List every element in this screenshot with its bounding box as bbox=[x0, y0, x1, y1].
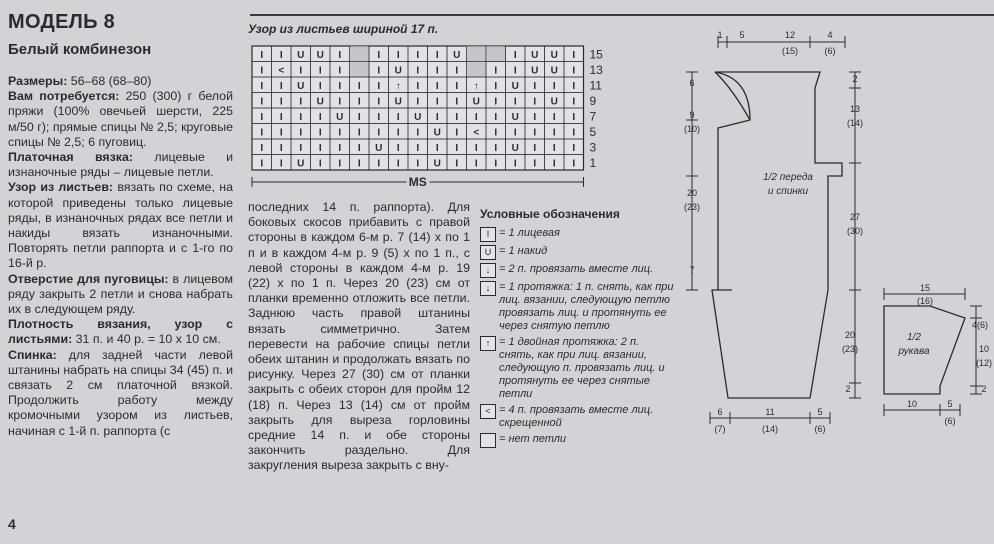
chart-stitch-symbol: I bbox=[338, 143, 342, 154]
chart-stitch-symbol: I bbox=[572, 50, 576, 61]
sleeve-dim-top-2: (16) bbox=[916, 296, 934, 306]
instruction-paragraph bbox=[8, 348, 233, 439]
sleeve-schematic bbox=[870, 282, 994, 432]
chart-stitch-symbol: I bbox=[513, 50, 517, 61]
body-label-2: и спинки bbox=[767, 186, 809, 197]
chart-stitch-symbol: I bbox=[455, 65, 459, 77]
legend-symbol-icon: ↑ bbox=[480, 336, 496, 351]
chart-stitch-symbol: I bbox=[279, 81, 283, 92]
legend-text: = 2 п. провязать вместе лиц. bbox=[499, 263, 654, 275]
chart-stitch-symbol: I bbox=[572, 143, 576, 154]
chart-stitch-symbol: I bbox=[416, 158, 420, 170]
legend-item bbox=[480, 263, 675, 278]
instruction-heading: Размеры: bbox=[8, 74, 68, 88]
chart-stitch-symbol: I bbox=[474, 158, 478, 170]
chart-stitch-symbol: I bbox=[552, 143, 556, 154]
chart-stitch-symbol: I bbox=[435, 143, 439, 154]
chart-stitch-symbol: I bbox=[377, 158, 381, 170]
legend-symbol-icon: < bbox=[480, 404, 496, 419]
legend-text: = 1 двойная протяжка: 2 п. снять, как при лиц. вязании, следующую п. провязать лиц. и протянуть ее через снятые петли bbox=[499, 336, 665, 400]
dim-left-2: 9 bbox=[689, 110, 695, 120]
dim-top-1: 1 bbox=[717, 30, 723, 40]
chart-stitch-symbol: I bbox=[572, 127, 576, 139]
chart-row-label: 9 bbox=[589, 94, 597, 108]
dim-right-5: (30) bbox=[846, 226, 864, 236]
sleeve-dim-top-1: 15 bbox=[919, 283, 931, 293]
chart-stitch-symbol: I bbox=[260, 143, 264, 154]
legend-symbol-icon: ↓ bbox=[480, 263, 496, 278]
chart-stitch-symbol: I bbox=[338, 158, 342, 170]
instruction-text: в лицевом ряду закрыть 2 петли и снова набрать их в следующем ряду. bbox=[8, 271, 233, 317]
chart-row-label: 1 bbox=[589, 156, 597, 170]
dim-left-4: 20 bbox=[686, 188, 698, 198]
chart-stitch-symbol: U bbox=[511, 112, 519, 123]
chart-stitch-symbol: I bbox=[416, 81, 420, 92]
chart-stitch-symbol: I bbox=[279, 112, 283, 123]
chart-stitch-symbol: I bbox=[338, 50, 342, 61]
chart-row-label: 3 bbox=[589, 140, 597, 155]
chart-stitch-symbol: I bbox=[318, 127, 322, 139]
chart-stitch-symbol: I bbox=[455, 112, 459, 123]
instruction-heading: Узор из листьев: bbox=[8, 180, 114, 195]
page-number: 4 bbox=[8, 516, 16, 532]
chart-stitch-symbol: I bbox=[279, 158, 283, 170]
chart-stitch-symbol: U bbox=[433, 127, 441, 139]
dim-bottom-6: (6) bbox=[814, 424, 826, 434]
dim-top-2: 5 bbox=[739, 30, 745, 40]
chart-stitch-symbol: U bbox=[414, 112, 422, 123]
instruction-heading: Плотность вязания, узор с листьями: bbox=[8, 317, 233, 347]
chart-stitch-symbol: I bbox=[338, 81, 342, 92]
chart-stitch-symbol: I bbox=[435, 96, 439, 108]
chart-stitch-symbol: I bbox=[416, 143, 420, 154]
chart-stitch-symbol: I bbox=[513, 158, 517, 170]
chart-stitch-symbol: I bbox=[572, 158, 576, 170]
chart-stitch-symbol: I bbox=[357, 81, 361, 92]
left-column bbox=[8, 10, 233, 439]
chart-stitch-symbol: U bbox=[316, 96, 324, 108]
legend-items bbox=[480, 227, 675, 448]
chart-stitch-symbol: I bbox=[552, 158, 556, 170]
chart-stitch-symbol: U bbox=[550, 50, 558, 61]
chart-stitch-symbol: I bbox=[494, 96, 498, 108]
chart-stitch-symbol: I bbox=[416, 50, 420, 61]
sleeve-dim-right-3: (12) bbox=[975, 358, 993, 368]
continuation-text: последних 14 п. раппорта). Для боковых скосов прибавить с правой стороны в каждом 6-м р. 7 (14) х по 1 п и в каждом 4-м р. 9 (5) х по 1 п., с левой стороны в каждом 4-м р. 19 (22) х по 1 п. Через 20 (23) см от планки временно отложить все петли. Заднюю часть правой штанины вязать симметрично. Затем перевести на рабочие спицы петли обеих штанин и продолжать вязать по рисунку. Через 27 (30) см от планки закрыть с обеих сторон для пройм 12 (18) п. Через 13 (14) см от пройм закрыть для выреза горловины средние 14 п. и обе стороны закончить раздельно. Для закругления выреза закрыть с вну- bbox=[248, 200, 470, 473]
chart-stitch-symbol: I bbox=[533, 81, 537, 92]
legend-item bbox=[480, 281, 675, 333]
chart-stitch-symbol: I bbox=[338, 96, 342, 108]
chart-stitch-symbol: I bbox=[377, 127, 381, 139]
chart-stitch-symbol: U bbox=[550, 65, 558, 77]
chart-stitch-symbol: I bbox=[533, 112, 537, 123]
chart-stitch-symbol: U bbox=[511, 143, 519, 154]
chart-stitch-symbol: I bbox=[279, 50, 283, 61]
sleeve-dim-bottom-3: (6) bbox=[944, 416, 956, 426]
sleeve-dim-right-1: 4(6) bbox=[971, 320, 989, 330]
chart-stitch-symbol: I bbox=[572, 81, 576, 92]
chart-stitch-symbol: I bbox=[357, 127, 361, 139]
chart-stitch-symbol: I bbox=[279, 143, 283, 154]
chart-stitch-symbol: I bbox=[377, 65, 381, 77]
chart-stitch-symbol: I bbox=[299, 112, 303, 123]
legend-title: Условные обозначения bbox=[480, 207, 620, 221]
chart-stitch-symbol: I bbox=[533, 96, 537, 108]
chart-stitch-symbol: I bbox=[260, 65, 264, 77]
chart-stitch-symbol: I bbox=[513, 96, 517, 108]
chart-stitch-symbol: U bbox=[297, 81, 305, 92]
chart-stitch-symbol: I bbox=[260, 127, 264, 139]
body-schematic bbox=[670, 28, 870, 448]
chart-stitch-symbol: I bbox=[455, 81, 459, 92]
instructions-list bbox=[8, 74, 233, 439]
chart-stitch-symbol: I bbox=[494, 143, 498, 154]
chart-stitch-symbol: I bbox=[318, 81, 322, 92]
chart-stitch-symbol: I bbox=[494, 158, 498, 170]
instruction-heading: Отверстие для пуговицы: bbox=[8, 271, 169, 286]
chart-stitch-symbol: I bbox=[455, 158, 459, 170]
chart-stitch-symbol: U bbox=[375, 143, 383, 154]
chart-stitch-symbol: < bbox=[278, 65, 285, 77]
legend-item bbox=[480, 245, 675, 260]
instruction-paragraph bbox=[8, 74, 233, 89]
chart-stitch-symbol: I bbox=[572, 65, 576, 77]
chart-stitch-symbol: I bbox=[494, 65, 498, 77]
chart-stitch-symbol: I bbox=[260, 112, 264, 123]
chart-stitch-symbol: I bbox=[572, 112, 576, 123]
dim-top-6: (6) bbox=[824, 46, 836, 56]
chart-stitch-symbol: I bbox=[338, 65, 342, 77]
chart-stitch-symbol: U bbox=[472, 96, 480, 108]
instruction-paragraph bbox=[8, 272, 233, 318]
chart-stitch-symbol: I bbox=[494, 81, 498, 92]
sleeve-label-1: 1/2 bbox=[907, 332, 921, 343]
instruction-text: 250 (300) г белой пряжи (100% овечьей шерсти, 225 м/50 г); прямые спицы № 2,5; круговые спицы № 2,5; 6 пуговиц. bbox=[8, 89, 233, 149]
chart-stitch-symbol: I bbox=[260, 50, 264, 61]
chart-stitch-symbol: U bbox=[394, 65, 402, 77]
dim-bottom-2: (7) bbox=[714, 424, 726, 434]
sleeve-dim-right-4: 2 bbox=[981, 384, 987, 394]
instruction-text: для задней части левой штанины набрать на спицы 34 (45) п. и связать 2 см платочной вязкой. Продолжить работу между кромочными узором из листьев, начиная с 1-й п. раппорта (с bbox=[8, 347, 233, 438]
dim-right-3: (14) bbox=[846, 118, 864, 128]
chart-stitch-symbol: I bbox=[260, 81, 264, 92]
legend-item bbox=[480, 404, 675, 430]
legend-symbol-icon: U bbox=[480, 245, 496, 260]
chart-stitch-symbol: I bbox=[552, 112, 556, 123]
ms-label: MS bbox=[408, 175, 427, 189]
chart-stitch-symbol: I bbox=[279, 96, 283, 108]
model-title: МОДЕЛЬ 8 bbox=[8, 11, 116, 33]
chart-cell bbox=[486, 46, 506, 62]
chart-stitch-symbol: I bbox=[396, 112, 400, 123]
chart-stitch-symbol: I bbox=[377, 81, 381, 92]
chart-stitch-symbol: I bbox=[318, 143, 322, 154]
chart-cell bbox=[467, 62, 487, 78]
chart-stitch-symbol: U bbox=[394, 96, 402, 108]
chart-row-label: 15 bbox=[589, 47, 603, 62]
body-outline bbox=[712, 72, 842, 398]
chart-stitch-symbol: U bbox=[550, 96, 558, 108]
chart-stitch-symbol: I bbox=[435, 81, 439, 92]
chart-stitch-symbol: ↑ bbox=[395, 81, 401, 92]
chart-cell bbox=[467, 46, 487, 62]
sleeve-label-2: рукава bbox=[898, 346, 930, 357]
chart-stitch-symbol: I bbox=[377, 50, 381, 61]
chart-stitch-symbol: I bbox=[455, 127, 459, 139]
dim-right-2: 13 bbox=[849, 104, 861, 114]
legend-symbol-icon: I bbox=[480, 227, 496, 242]
dim-bottom-4: (14) bbox=[761, 424, 779, 434]
dim-right-4: 27 bbox=[849, 212, 861, 222]
chart-stitch-symbol: I bbox=[338, 127, 342, 139]
dim-left-5: (23) bbox=[683, 202, 701, 212]
legend-item bbox=[480, 336, 675, 401]
stitch-chart bbox=[248, 38, 608, 198]
middle-column bbox=[248, 200, 470, 474]
chart-stitch-symbol: I bbox=[435, 65, 439, 77]
legend-symbol-icon: ↓ bbox=[480, 281, 496, 296]
chart-stitch-symbol: U bbox=[531, 50, 539, 61]
instruction-heading: Вам потребуется: bbox=[8, 89, 120, 104]
legend bbox=[480, 208, 675, 451]
instruction-text: вязать по схеме, на которой приведены только лицевые ряды, в изнаночных рядах все петли и накиды вязать изнаночными. Повторять петли раппорта и с 1-го по 16-й р. bbox=[8, 180, 233, 271]
legend-text: = 1 накид bbox=[499, 245, 548, 257]
chart-stitch-symbol: U bbox=[531, 65, 539, 77]
sleeve-dim-bottom-2: 5 bbox=[947, 399, 953, 409]
chart-row-label: 7 bbox=[589, 109, 597, 124]
dim-right-1: 2 bbox=[852, 74, 858, 84]
chart-stitch-symbol: I bbox=[416, 96, 420, 108]
chart-stitch-symbol: I bbox=[357, 112, 361, 123]
instruction-paragraph bbox=[8, 180, 233, 271]
dim-top-4: (15) bbox=[781, 46, 799, 56]
instruction-heading: Платочная вязка: bbox=[8, 150, 134, 165]
instruction-text: 56–68 (68–80) bbox=[67, 74, 152, 88]
dim-right-8: 2 bbox=[845, 384, 851, 394]
dim-left-6: 7 bbox=[689, 265, 695, 275]
chart-stitch-symbol: I bbox=[377, 96, 381, 108]
instruction-paragraph bbox=[8, 89, 233, 150]
dim-top-3: 12 bbox=[784, 30, 796, 40]
chart-stitch-symbol: I bbox=[416, 65, 420, 77]
chart-stitch-symbol: I bbox=[474, 143, 478, 154]
model-subtitle: Белый комбинезон bbox=[8, 41, 152, 58]
pattern-title: Узор из листьев шириной 17 п. bbox=[248, 22, 439, 36]
chart-stitch-symbol: U bbox=[297, 158, 305, 170]
chart-stitch-symbol: I bbox=[279, 127, 283, 139]
chart-stitch-symbol: I bbox=[455, 143, 459, 154]
legend-symbol-icon bbox=[480, 433, 496, 448]
chart-stitch-symbol: I bbox=[435, 50, 439, 61]
legend-text: = 4 п. провязать вместе лиц. скрещенной bbox=[499, 404, 654, 429]
chart-stitch-symbol: I bbox=[396, 158, 400, 170]
chart-stitch-symbol: I bbox=[318, 65, 322, 77]
chart-stitch-symbol: I bbox=[260, 158, 264, 170]
dim-bottom-5: 5 bbox=[817, 407, 823, 417]
instruction-paragraph bbox=[8, 317, 233, 347]
sleeve-dim-bottom-1: 10 bbox=[906, 399, 918, 409]
dim-right-7: (23) bbox=[841, 344, 859, 354]
dim-right-6: 20 bbox=[844, 330, 856, 340]
chart-row-label: 5 bbox=[589, 125, 597, 139]
chart-stitch-symbol: I bbox=[513, 127, 517, 139]
chart-stitch-symbol: I bbox=[299, 143, 303, 154]
chart-stitch-symbol: I bbox=[396, 143, 400, 154]
dim-left-3: (10) bbox=[683, 124, 701, 134]
chart-cell bbox=[350, 46, 370, 62]
chart-stitch-symbol: I bbox=[435, 112, 439, 123]
dim-left-1: 6 bbox=[689, 78, 695, 88]
chart-stitch-symbol: U bbox=[297, 50, 305, 61]
chart-stitch-symbol: I bbox=[318, 112, 322, 123]
chart-stitch-symbol: I bbox=[552, 127, 556, 139]
chart-stitch-symbol: I bbox=[416, 127, 420, 139]
legend-text: = 1 лицевая bbox=[499, 227, 560, 239]
instruction-text: 31 п. и 40 р. = 10 х 10 см. bbox=[72, 332, 221, 347]
chart-row-label: 13 bbox=[589, 63, 603, 77]
chart-stitch-symbol: ↑ bbox=[473, 81, 479, 92]
chart-stitch-symbol: I bbox=[513, 65, 517, 77]
chart-stitch-symbol: I bbox=[533, 143, 537, 154]
legend-text: = нет петли bbox=[499, 433, 567, 445]
chart-stitch-symbol: I bbox=[299, 96, 303, 108]
chart-stitch-symbol: U bbox=[511, 81, 519, 92]
chart-stitch-symbol: I bbox=[396, 127, 400, 139]
chart-stitch-symbol: I bbox=[455, 96, 459, 108]
chart-stitch-symbol: I bbox=[572, 96, 576, 108]
chart-stitch-symbol: I bbox=[260, 96, 264, 108]
dim-bottom-3: 11 bbox=[765, 407, 775, 417]
chart-stitch-symbol: I bbox=[552, 81, 556, 92]
chart-stitch-symbol: I bbox=[494, 112, 498, 123]
chart-stitch-symbol: < bbox=[473, 127, 480, 139]
dim-bottom-1: 6 bbox=[717, 407, 723, 417]
instruction-paragraph bbox=[8, 150, 233, 180]
instruction-text: лицевые и изнаночные ряды – лицевые петли. bbox=[8, 150, 233, 180]
instruction-heading: Спинка: bbox=[8, 347, 57, 362]
chart-stitch-symbol: I bbox=[494, 127, 498, 139]
dim-top-5: 4 bbox=[827, 30, 833, 40]
chart-stitch-symbol: I bbox=[357, 96, 361, 108]
chart-stitch-symbol: I bbox=[533, 127, 537, 139]
chart-stitch-symbol: I bbox=[377, 112, 381, 123]
chart-stitch-symbol: I bbox=[396, 50, 400, 61]
chart-stitch-symbol: I bbox=[533, 158, 537, 170]
body-label-1: 1/2 переда bbox=[763, 172, 813, 183]
chart-cell bbox=[350, 62, 370, 78]
chart-stitch-symbol: I bbox=[357, 143, 361, 154]
header-rule bbox=[250, 14, 994, 16]
legend-item bbox=[480, 227, 675, 242]
chart-stitch-symbol: I bbox=[357, 158, 361, 170]
chart-stitch-symbol: I bbox=[299, 65, 303, 77]
legend-text: = 1 протяжка: 1 п. снять, как при лиц. вязании, следующую петлю провязать лиц. и протянуть ее через снятую петлю bbox=[499, 281, 674, 332]
chart-stitch-symbol: I bbox=[318, 158, 322, 170]
chart-row-label: 11 bbox=[589, 78, 602, 93]
sleeve-dim-right-2: 10 bbox=[978, 344, 990, 354]
chart-stitch-symbol: I bbox=[299, 127, 303, 139]
chart-stitch-symbol: U bbox=[433, 158, 441, 170]
chart-stitch-symbol: U bbox=[316, 50, 324, 61]
chart-stitch-symbol: I bbox=[474, 112, 478, 123]
chart-stitch-symbol: U bbox=[336, 112, 344, 123]
legend-item bbox=[480, 433, 675, 448]
chart-stitch-symbol: U bbox=[453, 50, 461, 61]
